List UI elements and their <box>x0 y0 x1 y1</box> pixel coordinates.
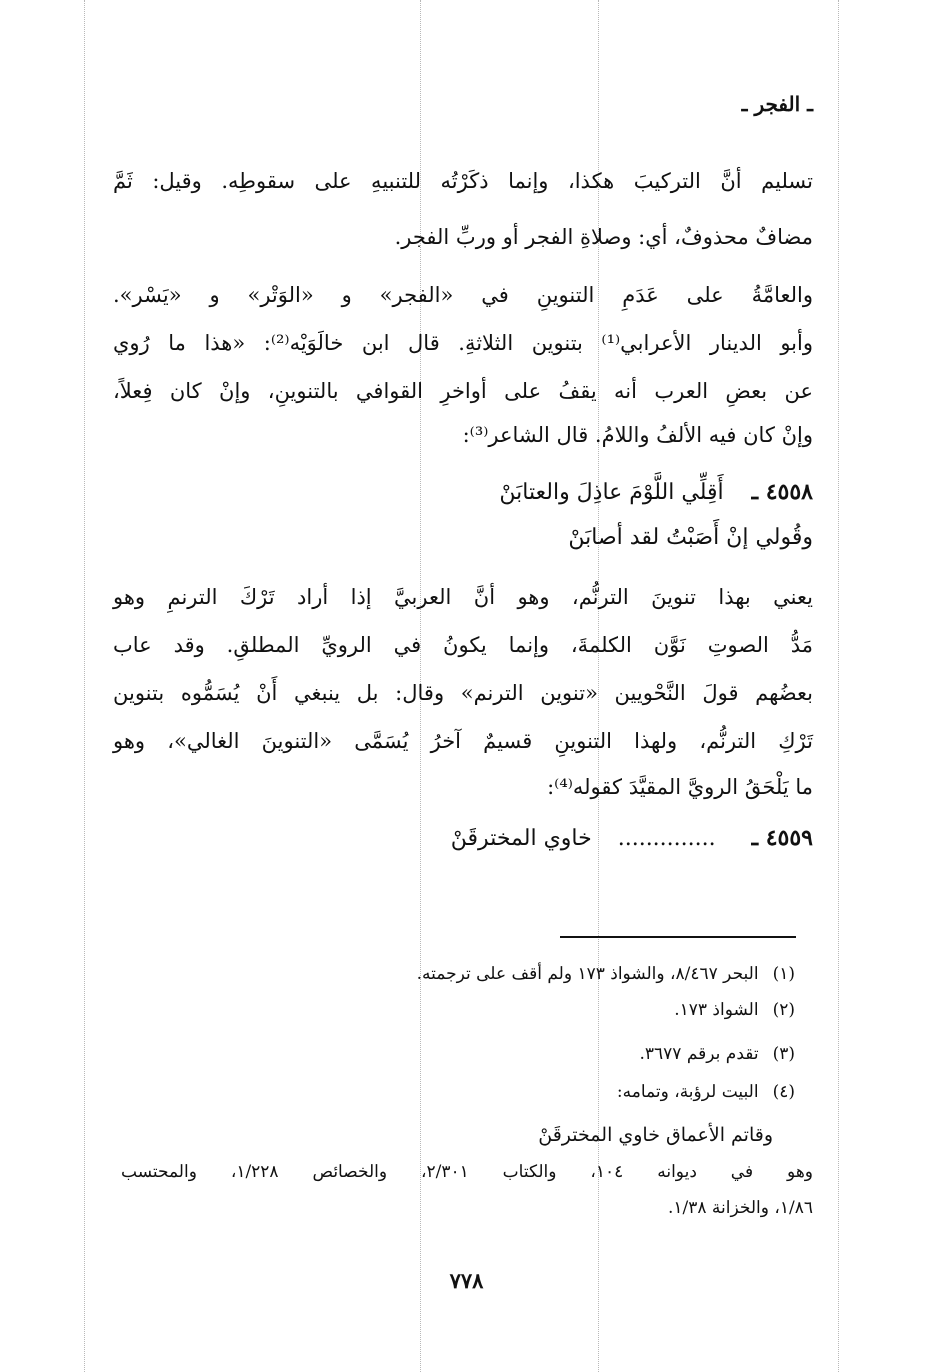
verse-4559 <box>451 822 813 855</box>
footnote-continuation: وهو في ديوانه ١٠٤، والكتاب ٢/٣٠١، والخصائص ١/٢٢٨، والمحتسب <box>121 1162 813 1182</box>
paragraph-line: مَدُّ الصوتِ نَوَّن الكلمةَ، وإنما يكونُ في الرويِّ المطلقِ. وقد عاب <box>113 633 813 657</box>
footnote-number: (٢) <box>772 1000 795 1020</box>
verse-hemistich: أَقِلِّي اللَّوْمَ عاذِلَ والعتابَنْ <box>499 480 724 505</box>
footnote-text: البحر ٨/٤٦٧، والشواذ ١٧٣ ولم أقف على ترجمته. <box>416 964 759 984</box>
paragraph-line: ما يَلْحَقُ الرويَّ المقيَّدَ كقوله⁽⁴⁾: <box>547 775 813 799</box>
running-header: ـ الفجر ـ <box>741 92 813 116</box>
paragraph-line: وإنْ كان فيه الألفُ واللامُ. قال الشاعر⁽³⁾: <box>462 423 813 447</box>
paragraph-line: وأبو الدينار الأعرابي⁽¹⁾ بتنوين الثلاثةِ. قال ابن خالَوَيْه⁽²⁾: «هذا ما رُوي <box>113 331 814 355</box>
paragraph-line: مضافٌ محذوفٌ، أي: وصلاةِ الفجر أو وربِّ الفجر. <box>394 225 813 249</box>
footnote <box>617 1080 795 1104</box>
footnote-separator <box>560 936 796 938</box>
scan-artifact-line <box>84 0 85 1372</box>
paragraph-line: تَرْكِ الترنُّم، ولهذا التنوينِ قسيمٌ آخرُ يُسَمَّى «التنوينَ الغالي»، وهو <box>113 729 813 753</box>
footnote <box>417 962 795 986</box>
footnote <box>674 998 795 1022</box>
page-number: ٧٧٨ <box>449 1268 484 1293</box>
paragraph-line: يعني بهذا تنوينَ الترنُّم، وهو أنَّ العربيَّ إذا أراد تَرْكَ الترنمِ وهو <box>113 585 813 609</box>
footnote-continuation: ١/٨٦، والخزانة ١/٣٨. <box>668 1198 813 1218</box>
footnote-number: (٤) <box>772 1082 795 1102</box>
footnote-text: تقدم برقم ٣٦٧٧. <box>639 1044 759 1064</box>
footnote-text: البيت لرؤبة، وتمامه: <box>616 1082 759 1102</box>
footnote-number: (١) <box>772 964 795 984</box>
verse-number: ٤٥٥٩ ـ <box>751 825 813 851</box>
verse-hemistich: وقُولي إنْ أَصَبْتُ لقد أصابَنْ <box>568 525 813 550</box>
verse-number: ٤٥٥٨ ـ <box>751 479 813 505</box>
paragraph-line: بعضُهم قولَ النَّحْويين «تنوين الترنم» وقال: بل ينبغي أَنْ يُسَمُّوه بتنوين <box>113 681 813 705</box>
verse-4558-line2 <box>568 522 813 554</box>
paragraph-line: والعامَّةُ على عَدَمِ التنوينِ في «الفجر» و «الوَتْر» و «يَسْر». <box>113 283 813 307</box>
scan-artifact-line <box>838 0 839 1372</box>
footnote-text: الشواذ ١٧٣. <box>674 1000 759 1020</box>
footnote-verse: وقاتم الأعماق خاوي المخترقَنْ <box>538 1124 773 1146</box>
footnote-number: (٣) <box>772 1044 795 1064</box>
paragraph-line: تسليم أنَّ التركيبَ هكذا، وإنما ذكَرْتُه للتنبيهِ على سقوطِه. وقيل: ثَمَّ <box>113 169 813 193</box>
verse-4558-line1 <box>499 476 813 509</box>
verse-text: خاوي المخترقَنْ <box>450 826 592 851</box>
verse-ellipsis: .............. <box>617 826 716 851</box>
paragraph-line: عن بعضِ العرب أنه يقفُ على أواخرِ القوافي بالتنوينِ، وإنْ كان فِعلاً، <box>113 379 813 403</box>
footnote <box>640 1042 796 1066</box>
